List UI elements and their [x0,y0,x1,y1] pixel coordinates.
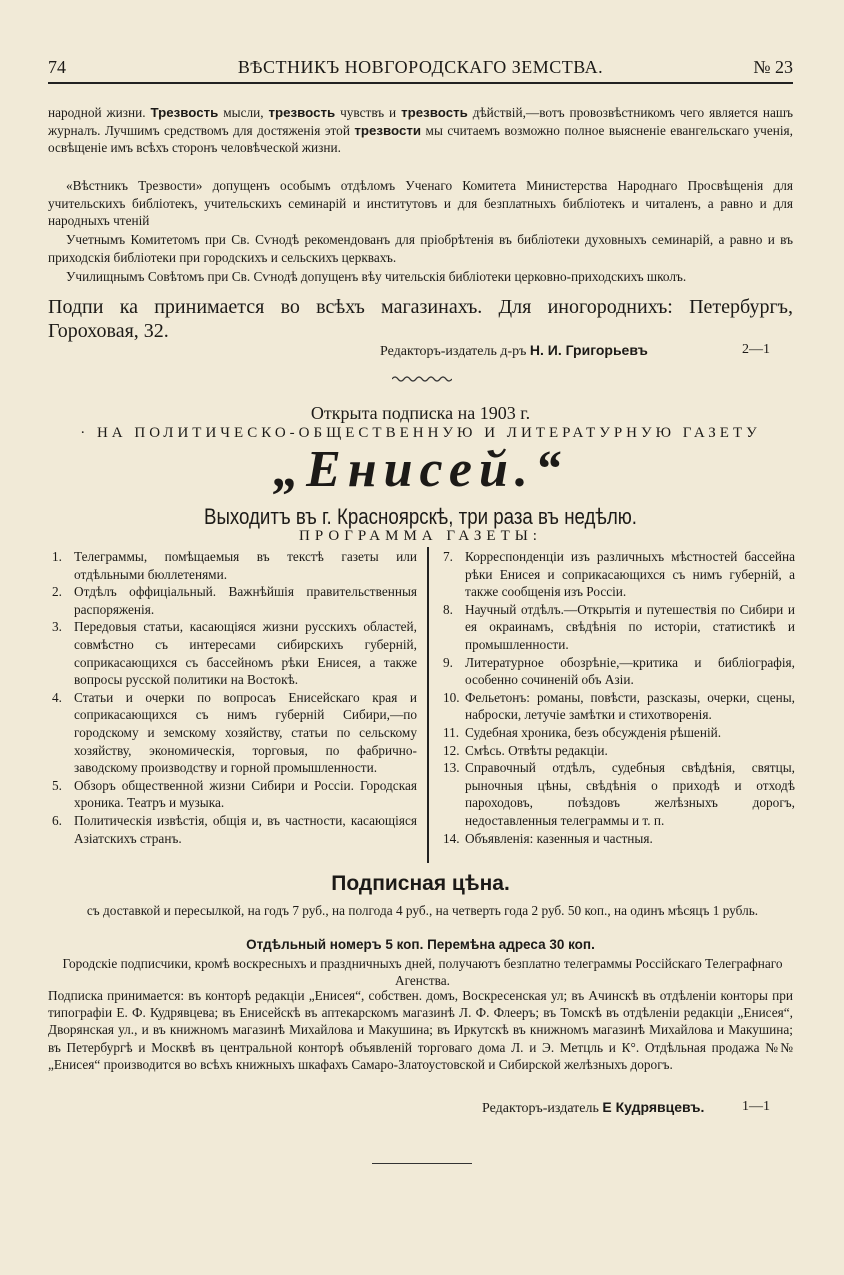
program-item: 8. Научный отдѣлъ.—Открытія и путешествія по Сибири и ея окраинамъ, свѣдѣнія по исторіи, статистикѣ и промышленности. [443,601,795,652]
ad2-single-issue: Отдѣльный номеръ 5 коп. Перемѣна адреса 30 коп. [246,937,595,952]
program-item: 5. Обзоръ общественной жизни Сибири и Россіи. Городская хроника. Театръ и музыка. [52,777,417,811]
ad1-paragraph-2: «Вѣстникъ Трезвости» допущенъ особымъ отдѣломъ Ученаго Комитета Министерства Народнаго Просвѣщенія для учительскихъ библіотекъ, учительскихъ семинарій и институтовъ и для безплатныхъ библіотекъ и читаленъ, а равно и для народныхъ чтеній [48,178,793,228]
ad1-editor-code: 2—1 [742,342,770,357]
ad2-published: Выходитъ въ г. Красноярскѣ, три раза въ недѣлю. [203,504,638,529]
program-item: 11. Судебная хроника, безъ обсужденія рѣшеній. [443,724,722,740]
ad2-city-note: Городскіе подписчики, кромѣ воскресныхъ и праздничныхъ дней, получаютъ безплатно телеграммы Россійскаго Телеграфнаго Агенства. [62,956,783,988]
program-right-column [443,548,795,847]
ad1-subscription: Подпи ка принимается во всѣхъ магазинахъ. Для иногороднихъ: Петербургъ, Гороховая, 32. [48,296,793,342]
ad2-where: Подписка принимается: въ конторѣ редакціи „Енисея“, собствен. домъ, Воскресенская ул; въ Ачинскѣ въ отдѣленіи конторы при типографіи Е. Ф. Кудрявцева; въ Енисейскѣ въ аптекарскомъ магазинѣ Л. Ф. Флееръ; въ Томскѣ въ отдѣленіи редакціи „Енисея“, Дворянская ул., и въ книжномъ магазинѣ Михайлова и Макушина; въ Иркутскѣ въ книжномъ магазинѣ Михайлова и Макушина; въ Петербургѣ и Москвѣ въ центральной конторѣ объявленій торговаго дома Л. и Э. Метцль и К°. Отдѣльная продажа №№ „Енисея“ производится во всѣхъ книжныхъ шкафахъ Самаро-Златоустовской и Сибирской желѣзныхъ дорогъ. [48,988,793,1072]
program-item: 12. Смѣсь. Отвѣты редакціи. [443,742,608,758]
header-rule [48,82,793,84]
issue-number: № 23 [753,57,793,77]
program-item: 6. Политическія извѣстія, общія и, въ частности, касающіяся Азіатскихъ странъ. [52,812,417,846]
ad2-open-subscription: Открыта подписка на 1903 г. [310,403,531,423]
program-left-column [52,548,417,847]
column-divider [427,547,429,863]
ad2-subtitle: · НА ПОЛИТИЧЕСКО-ОБЩЕСТВЕННУЮ И ЛИТЕРАТУРНУЮ ГАЗЕТУ [80,425,761,441]
program-item: 3. Передовыя статьи, касающіяся жизни русскихъ областей, совмѣстно съ интересами сибирскихъ губерній, соприкасающихся съ бассейномъ рѣки Енисея, а также вопросы русской политики на Востокѣ. [52,619,417,688]
ad2-editor-code: 1—1 [742,1099,770,1114]
program-item: 9. Литературное обозрѣніе,—критика и библіографія, особенно сочиненій объ Азіи. [443,654,795,688]
ad1-paragraph-4: Училищнымъ Совѣтомъ при Св. Сѵнодѣ допущенъ вѣу чительскія библіотеки церковно-приходскихъ школъ. [66,269,687,284]
ad2-newspaper-title: „Енисей.“ [273,441,568,498]
ad2-program-heading: ПРОГРАММА ГАЗЕТЫ: [299,528,542,544]
program-item: 2. Отдѣлъ оффиціальный. Важнѣйшія правительственныя распоряженія. [52,584,417,617]
program-item: 10. Фельетонъ: романы, повѣсти, разсказы, очерки, сцены, наброски, летучіе замѣтки и стихотворенія. [443,689,795,723]
program-item: 13. Справочный отдѣлъ, судебныя свѣдѣнія, святцы, рыночныя цѣны, свѣдѣнія о приходѣ и отходѣ пароходовъ, поѣздовъ желѣзныхъ дорогъ, недоставленныя телеграммы и т. п. [443,760,795,828]
program-item: 7. Корреспонденціи изъ различныхъ мѣстностей бассейна рѣки Енисея и соприкасающихся съ нимъ губерній, а также сообщенія изъ Россіи. [443,549,795,600]
program-item: 14. Объявленія: казенныя и частныя. [443,830,653,846]
wave-divider [392,375,452,383]
program-item: 1. Телеграммы, помѣщаемыя въ текстѣ газеты или отдѣльными бюллетенями. [52,549,417,582]
ad2-editor: Редакторъ-издатель Е Кудрявцевъ. [482,1099,705,1116]
program-item: 4. Статьи и очерки по вопросаъ Енисейскаго края и соприкасающихся съ нимъ губерній Сибири,—по городскому и земскому хозяйству, статьи по сельскому хозяйству, экономическія, торговыя, по фабрично-заводскому производству и горной промышленности. [52,689,417,776]
footer-rule [372,1163,472,1164]
ad2-price-line: съ доставкой и пересылкой, на годъ 7 руб., на полгода 4 руб., на четверть года 2 руб. 50 коп., на одинъ мѣсяцъ 1 рубль. [86,903,759,918]
ad1-editor: Редакторъ-издатель д-ръ Н. И. Григорьевъ [380,342,648,359]
page-header [48,57,793,81]
journal-title: ВѢСТНИКЪ НОВГОРОДСКАГО ЗЕМСТВА. [237,57,604,77]
ad1-paragraph-3: Учетнымъ Комитетомъ при Св. Сѵнодѣ рекомендованъ для пріобрѣтенія въ библіотеки духовныхъ семинарій, а равно и въ приходскія библіотеки при городскихъ и сельскихъ церквахъ. [48,232,793,265]
ad2-price-heading: Подписная цѣна. [331,872,510,895]
ad1-paragraph-1: народной жизни. Трезвость мысли, трезвость чувствъ и трезвость дѣйствій,—вотъ провозвѣстникомъ чего является нашъ журналъ. Лучшимъ средствомъ для достяженія этой трезвости мы считаемъ возможно полное выясненіе евангельскаго ученія, освѣщеніе имъ всѣхъ сторонъ человѣческой жизни. [48,105,794,155]
page-number: 74 [48,57,66,77]
